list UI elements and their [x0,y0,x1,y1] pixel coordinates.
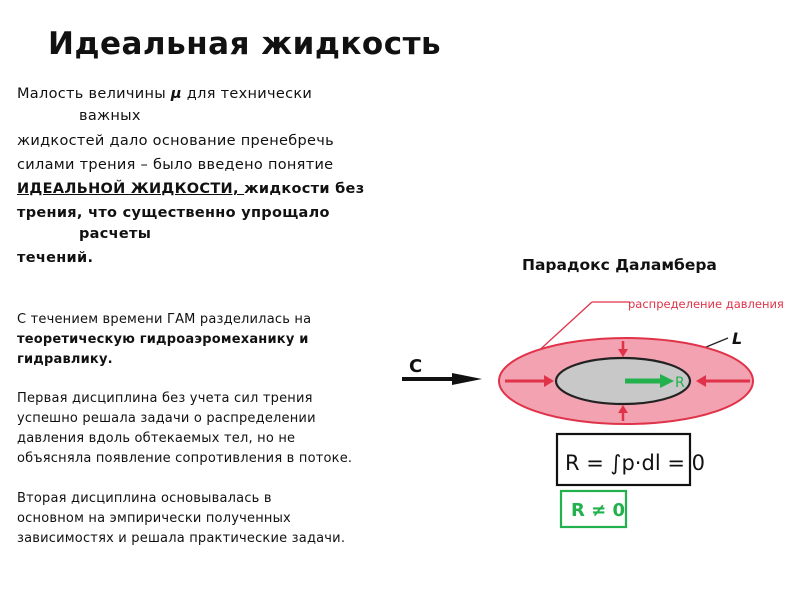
ideal-fluid-term: ИДЕАЛЬНОЙ ЖИДКОСТИ, [17,181,245,197]
intro-line-7: расчеты [79,226,152,242]
flow-label: C [409,356,423,377]
intro-line-4: силами трения – было введено понятие [17,157,334,173]
inequality-text: R ≠ 0 [571,500,625,521]
intro-line-2: важных [79,108,141,124]
force-label: R [675,375,685,391]
contour-label: L [732,329,743,348]
intro-line-5: ИДЕАЛЬНОЙ ЖИДКОСТИ, жидкости без [17,181,365,197]
intro-line-6: трения, что существенно упрощало [17,205,330,221]
diagram-title: Парадокс Даламбера [522,256,717,274]
intro-line-3: жидкостей дало основание пренебречь [17,133,334,149]
intro-line-8: течений. [17,250,94,266]
mu-symbol: μ [170,86,182,102]
paragraph-second-discipline: Вторая дисциплина основывалась в основном на эмпирически полученных зависимостях и решала практические задачи. [17,491,346,546]
paragraph-first-discipline: Первая дисциплина без учета сил трения успешно решала задачи о распределении давления вдоль обтекаемых тел, но не объясняла появление сопротивления в потоке. [17,391,353,466]
pressure-distribution-label: распределение давления [628,297,784,311]
intro-line-1: Малость величины μ для технически [17,86,313,102]
paragraph-division: С течением времени ГАМ разделилась на теоретическую гидроаэромеханику и гидравлику. [17,312,312,367]
formula-text: R = ∫p·dl = 0 [565,451,705,475]
slide-title: Идеальная жидкость [48,26,442,62]
